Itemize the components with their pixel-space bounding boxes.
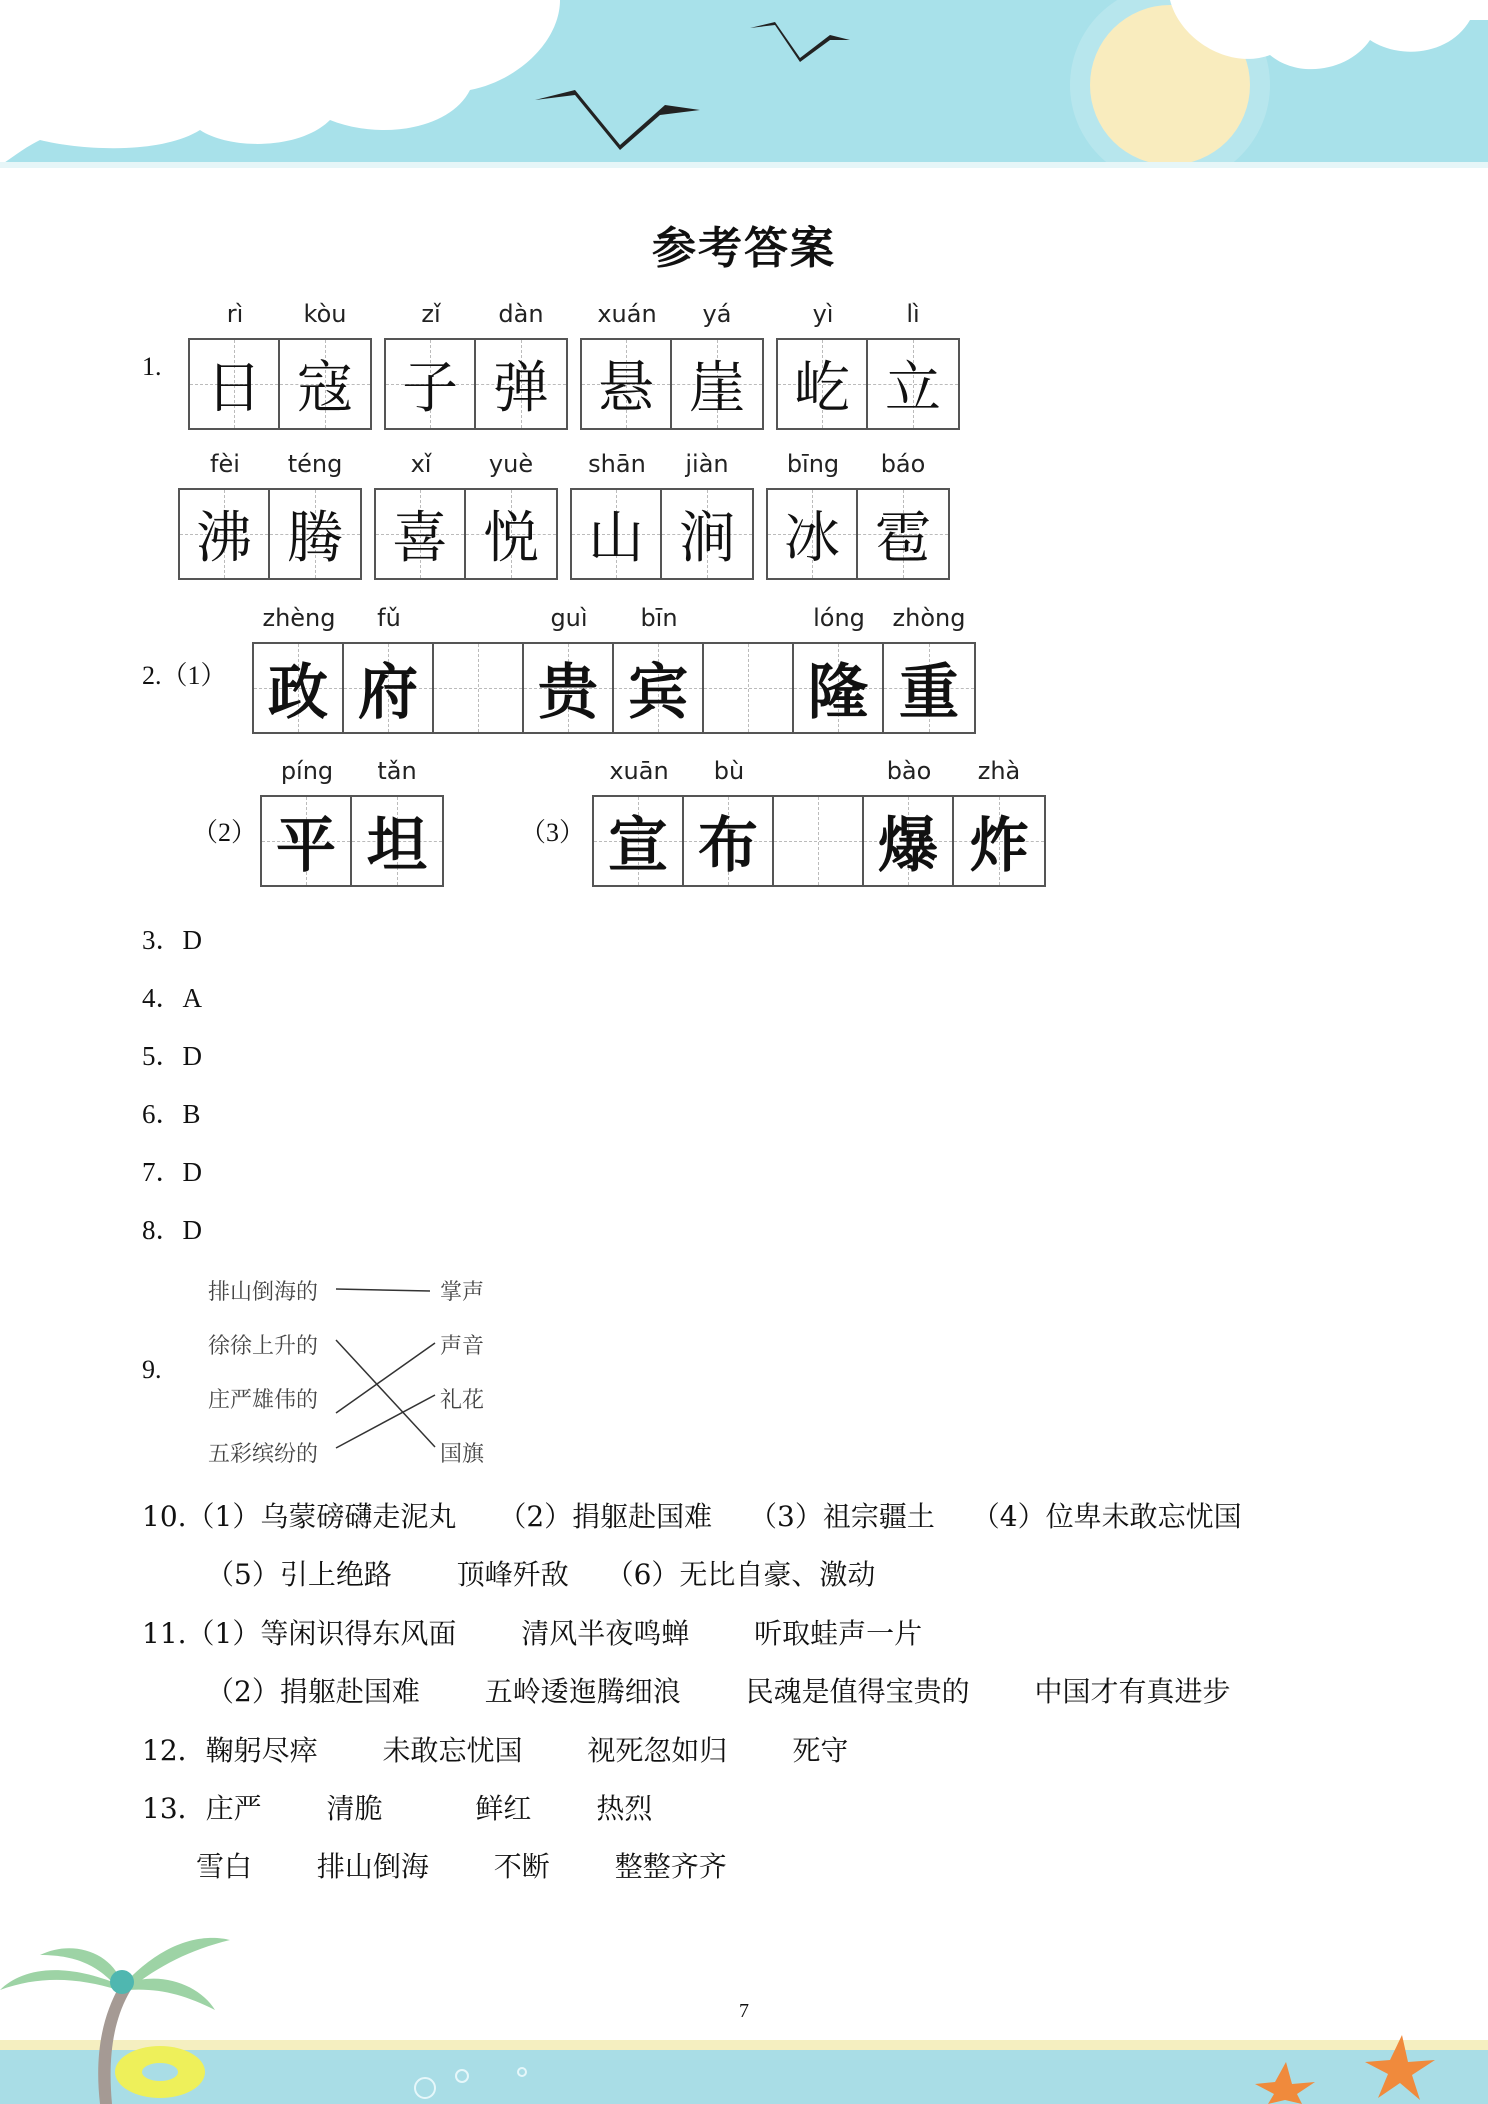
hanzi: 弹 xyxy=(493,356,549,421)
pinyin: bīng xyxy=(786,450,840,478)
pinyin: xǐ xyxy=(410,450,432,478)
match-right-item: 国旗 xyxy=(440,1442,485,1467)
hanzi: 雹 xyxy=(875,506,931,571)
hanzi: 屹 xyxy=(794,356,850,421)
hanzi: 悦 xyxy=(483,506,539,571)
hanzi: 涧 xyxy=(679,506,735,571)
q12-line: 12．鞠躬尽瘁 未敢忘忧国 视死忽如归 死守 xyxy=(142,1734,849,1767)
q13-line1: 13．庄严 清脆 鲜红 热烈 xyxy=(142,1792,653,1825)
pinyin: bù xyxy=(713,757,745,785)
q2-label3: （3） xyxy=(520,818,586,847)
hanzi: 立 xyxy=(885,356,941,421)
match-right-item: 掌声 xyxy=(440,1280,485,1305)
hanzi: 宾 xyxy=(628,658,688,728)
hanzi: 炸 xyxy=(969,811,1029,881)
q11-line2: （2）捐躯赴国难 五岭逶迤腾细浪 民魂是值得宝贵的 中国才有真进步 xyxy=(206,1675,1231,1708)
hanzi: 喜 xyxy=(392,506,448,571)
q10-line1: 10.（1）乌蒙磅礴走泥丸 （2）捐躯赴国难 （3）祖宗疆土 （4）位卑未敢忘忧国 xyxy=(142,1500,1242,1533)
choice-answer: 7．D xyxy=(142,1157,202,1187)
hanzi: 坦 xyxy=(367,811,427,881)
pinyin: dàn xyxy=(498,300,544,328)
match-left-item: 庄严雄伟的 xyxy=(208,1388,319,1413)
page-title: 参考答案 xyxy=(652,223,836,274)
hanzi: 政 xyxy=(268,658,328,728)
hanzi: 山 xyxy=(588,506,644,571)
choice-answer: 8．D xyxy=(142,1215,202,1245)
pinyin: xuān xyxy=(609,757,669,785)
q10-line2: （5）引上绝路 顶峰歼敌 （6）无比自豪、激动 xyxy=(206,1558,876,1591)
q2-label2: （2） xyxy=(192,818,258,847)
hanzi: 隆 xyxy=(808,658,868,728)
hanzi: 冰 xyxy=(784,506,840,571)
match-left-item: 徐徐上升的 xyxy=(208,1334,319,1359)
match-right-item: 礼花 xyxy=(440,1388,485,1413)
pinyin: kòu xyxy=(303,300,347,328)
pinyin: fǔ xyxy=(377,604,401,632)
choice-answer: 6．B xyxy=(142,1099,201,1129)
hanzi: 腾 xyxy=(287,506,343,571)
q9-number: 9. xyxy=(142,1355,162,1384)
hanzi: 宣 xyxy=(608,811,668,881)
pinyin: tǎn xyxy=(377,757,417,785)
page-number: 7 xyxy=(739,2000,749,2022)
pinyin: píng xyxy=(280,757,334,785)
pinyin: xuán xyxy=(597,300,657,328)
pinyin: rì xyxy=(226,300,244,328)
hanzi: 平 xyxy=(276,811,336,881)
hanzi: 日 xyxy=(206,356,262,421)
pinyin: zhòng xyxy=(892,604,966,632)
pinyin: lì xyxy=(906,300,920,328)
pinyin: yá xyxy=(702,300,732,328)
choice-answer: 3．D xyxy=(142,925,202,955)
pinyin: zhèng xyxy=(262,604,336,632)
q2-number: 2.（1） xyxy=(142,661,227,690)
pinyin: yuè xyxy=(488,450,534,478)
hanzi: 子 xyxy=(402,356,458,421)
match-right-item: 声音 xyxy=(440,1334,485,1359)
hanzi: 爆 xyxy=(878,811,938,881)
q13-line2: 雪白 排山倒海 不断 整整齐齐 xyxy=(196,1850,727,1883)
pinyin: yì xyxy=(812,300,834,328)
hanzi: 重 xyxy=(899,658,959,728)
hanzi: 寇 xyxy=(297,356,353,421)
pinyin: guì xyxy=(550,604,588,632)
hanzi: 布 xyxy=(698,811,758,881)
pinyin: zǐ xyxy=(421,300,441,328)
hanzi: 府 xyxy=(358,658,418,728)
footer-beach-illustration xyxy=(0,1900,1488,2104)
hanzi: 崖 xyxy=(689,356,745,421)
pinyin: lóng xyxy=(813,604,865,632)
hanzi: 沸 xyxy=(196,506,252,571)
pinyin: bīn xyxy=(640,604,678,632)
choice-answer: 4．A xyxy=(142,983,202,1013)
pinyin: zhà xyxy=(977,757,1021,785)
hanzi: 贵 xyxy=(538,658,598,728)
pinyin: fèi xyxy=(210,450,240,478)
pinyin: bào xyxy=(886,757,932,785)
pinyin: jiàn xyxy=(685,450,729,478)
match-left-item: 排山倒海的 xyxy=(208,1280,319,1305)
pinyin: téng xyxy=(287,450,343,478)
pinyin: báo xyxy=(880,450,926,478)
pinyin: shān xyxy=(588,450,646,478)
hanzi: 悬 xyxy=(598,356,654,421)
q1-number: 1. xyxy=(142,352,162,381)
q11-line1: 11.（1）等闲识得东风面 清风半夜鸣蝉 听取蛙声一片 xyxy=(142,1617,923,1650)
match-left-item: 五彩缤纷的 xyxy=(208,1442,319,1467)
choice-answer: 5．D xyxy=(142,1041,202,1071)
